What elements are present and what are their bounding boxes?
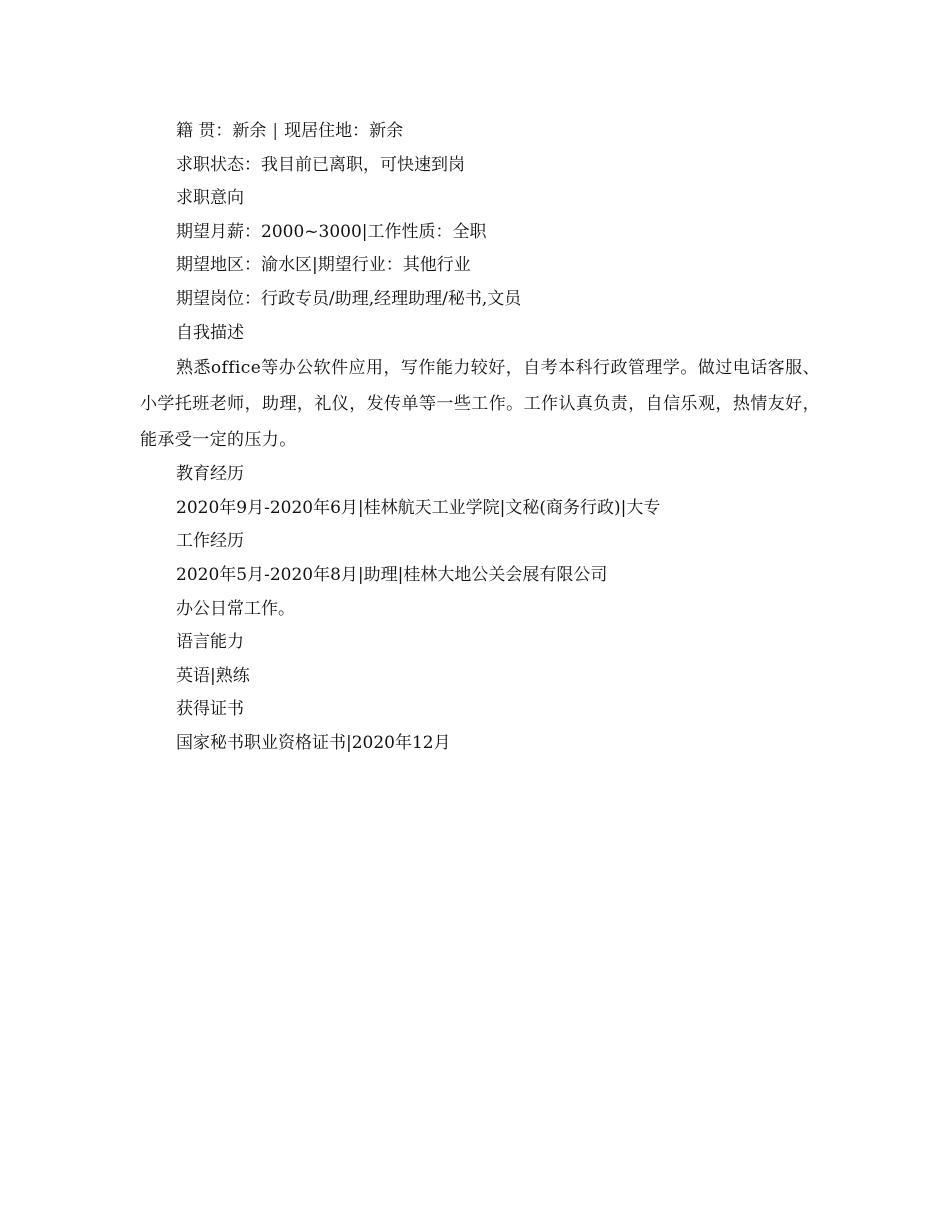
separator: | (272, 121, 279, 141)
work-description: 办公日常工作。 (176, 598, 295, 619)
work-entry: 2020年5月-2020年8月|助理|桂林大地公关会展有限公司 (176, 564, 608, 585)
resume-content (140, 115, 820, 761)
certificates-entry: 国家秘书职业资格证书|2020年12月 (176, 732, 451, 753)
desired-positions: 期望岗位：行政专员/助理,经理助理/秘书,文员 (176, 288, 522, 309)
residence: 现居住地：新余 (284, 121, 404, 141)
work-heading: 工作经历 (176, 531, 244, 552)
job-status: 求职状态：我目前已离职，可快速到岗 (176, 154, 465, 175)
intention-heading: 求职意向 (176, 188, 244, 209)
salary-nature: 期望月薪：2000~3000|工作性质：全职 (176, 221, 487, 242)
self-description-heading: 自我描述 (176, 322, 244, 343)
self-description-text: 熟悉office等办公软件应用，写作能力较好，自考本科行政管理学。做过电话客服、小学托班老师，助理，礼仪，发传单等一些工作。工作认真负责，自信乐观，热情友好，能承受一定的压力。 (140, 358, 820, 451)
native-place: 籍 贯：新余 (176, 121, 267, 141)
language-entry: 英语|熟练 (176, 665, 250, 686)
education-heading: 教育经历 (176, 464, 244, 485)
certificates-heading: 获得证书 (176, 699, 244, 720)
education-entry: 2020年9月-2020年6月|桂林航天工业学院|文秘(商务行政)|大专 (176, 497, 661, 518)
language-heading: 语言能力 (176, 632, 244, 653)
profile-location-line (140, 115, 820, 149)
area-industry: 期望地区：渝水区|期望行业：其他行业 (176, 255, 471, 276)
